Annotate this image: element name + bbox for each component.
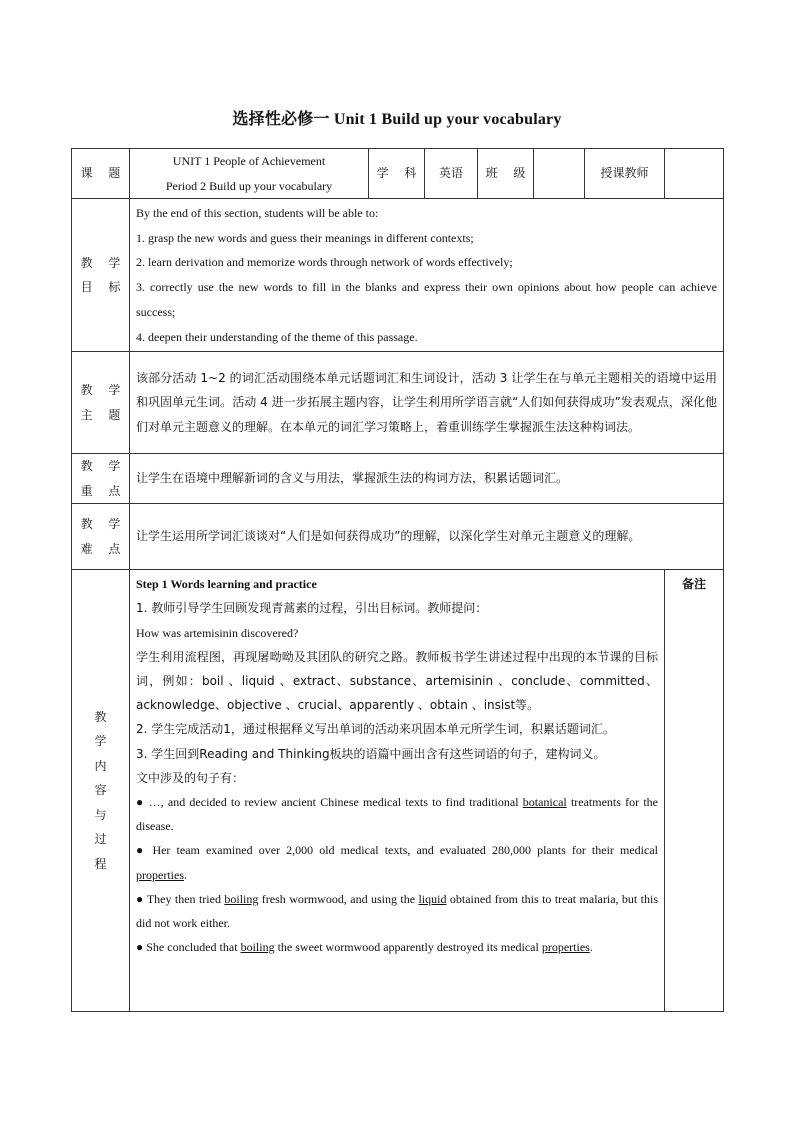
unit-title-cell <box>130 149 369 199</box>
objectives-label: 教 学 目 标 <box>72 199 130 352</box>
unit-line-2: Period 2 Build up your vocabulary <box>165 178 333 193</box>
objective-line: By the end of this section, students will be able to: <box>136 206 379 220</box>
teacher-value <box>665 149 724 199</box>
example-sentence: ● Her team examined over 2,000 old medical texts, and evaluated 280,000 plants for their medical properties. <box>136 843 658 882</box>
objectives-content <box>130 199 724 352</box>
underlined-word: boiling <box>224 891 259 906</box>
process-content <box>130 570 665 1012</box>
theme-content: 该部分活动 1~2 的词汇活动围绕本单元话题词汇和生词设计，活动 3 让学生在与单元主题相关的语境中运用和巩固单元生词。活动 4 进一步拓展主题内容，让学生利用所学语言就“人们如何获得成功”发表观点，深化他们对单元主题意义的理解。在本单元的词汇学习策略上，着重训练学生掌握派生法这种构词法。 <box>130 352 724 454</box>
underlined-word: boiling <box>240 940 275 955</box>
difficulties-row <box>72 504 724 570</box>
step-title: Step 1 Words learning and practice <box>136 577 317 592</box>
unit-line-1: UNIT 1 People of Achievement <box>172 154 326 168</box>
example-sentence: ● …, and decided to review ancient Chinese medical texts to find traditional botanical treatments for the disease. <box>136 795 658 834</box>
theme-label: 教 学 主 题 <box>72 352 130 454</box>
process-paragraph: 文中涉及的句子有： <box>136 770 245 785</box>
objective-line: 2. learn derivation and memorize words through network of words effectively; <box>136 255 513 270</box>
difficulties-label: 教 学 难 点 <box>72 504 130 570</box>
objectives-row <box>72 199 724 352</box>
example-sentence: ● They then tried boiling fresh wormwood, and using the liquid obtained from this to treat malaria, but this did not work either. <box>136 891 659 931</box>
process-paragraph: 3. 学生回到Reading and Thinking板块的语篇中画出含有这些词语的句子，建构词义。 <box>136 746 606 761</box>
example-sentence: ● She concluded that boiling the sweet wormwood apparently destroyed its medical properties. <box>136 940 593 955</box>
underlined-word: botanical <box>522 795 567 810</box>
class-value <box>534 149 585 199</box>
objective-line: 1. grasp the new words and guess their meanings in different contexts; <box>136 230 474 245</box>
subject-value: 英语 <box>425 149 478 199</box>
topic-label: 课 题 <box>72 149 130 199</box>
objective-line: 4. deepen their understanding of the theme of this passage. <box>136 329 418 344</box>
difficulties-content: 让学生运用所学词汇谈谈对“人们是如何获得成功”的理解，以深化学生对单元主题意义的理解。 <box>130 504 724 570</box>
process-label: 教 学 内 容 与 过 程 <box>72 570 130 1012</box>
theme-row <box>72 352 724 454</box>
process-paragraph: 学生利用流程图，再现屠呦呦及其团队的研究之路。教师板书学生讲述过程中出现的本节课的目标词，例如：boil 、liquid 、extract、substance、artemisinin 、conclude、committed、acknowledge、objective 、crucial、apparently 、obtain 、insist等。 <box>136 649 658 713</box>
process-question: How was artemisinin discovered? <box>136 625 299 640</box>
key-points-row <box>72 454 724 504</box>
underlined-word: properties <box>136 867 184 882</box>
key-points-label: 教 学 重 点 <box>72 454 130 504</box>
notes-label: 备注 <box>665 570 724 1012</box>
lesson-plan-table <box>71 148 724 1012</box>
key-points-content: 让学生在语境中理解新词的含义与用法，掌握派生法的构词方法，积累话题词汇。 <box>130 454 724 504</box>
teacher-label: 授课教师 <box>585 149 665 199</box>
process-paragraph: 2. 学生完成活动1，通过根据释义写出单词的活动来巩固本单元所学生词，积累话题词汇。 <box>136 722 615 737</box>
header-row <box>72 149 724 199</box>
subject-label: 学 科 <box>369 149 425 199</box>
class-label: 班 级 <box>478 149 534 199</box>
process-row <box>72 570 724 1012</box>
underlined-word: liquid <box>418 891 447 906</box>
page-title: 选择性必修一 Unit 1 Build up your vocabulary <box>232 111 562 128</box>
underlined-word: properties <box>541 940 590 955</box>
process-paragraph: 1. 教师引导学生回顾发现青蒿素的过程，引出目标词。教师提问： <box>136 601 488 616</box>
objective-line: 3. correctly use the new words to fill in the blanks and express their own opinions about how people can achieve success; <box>136 280 717 319</box>
